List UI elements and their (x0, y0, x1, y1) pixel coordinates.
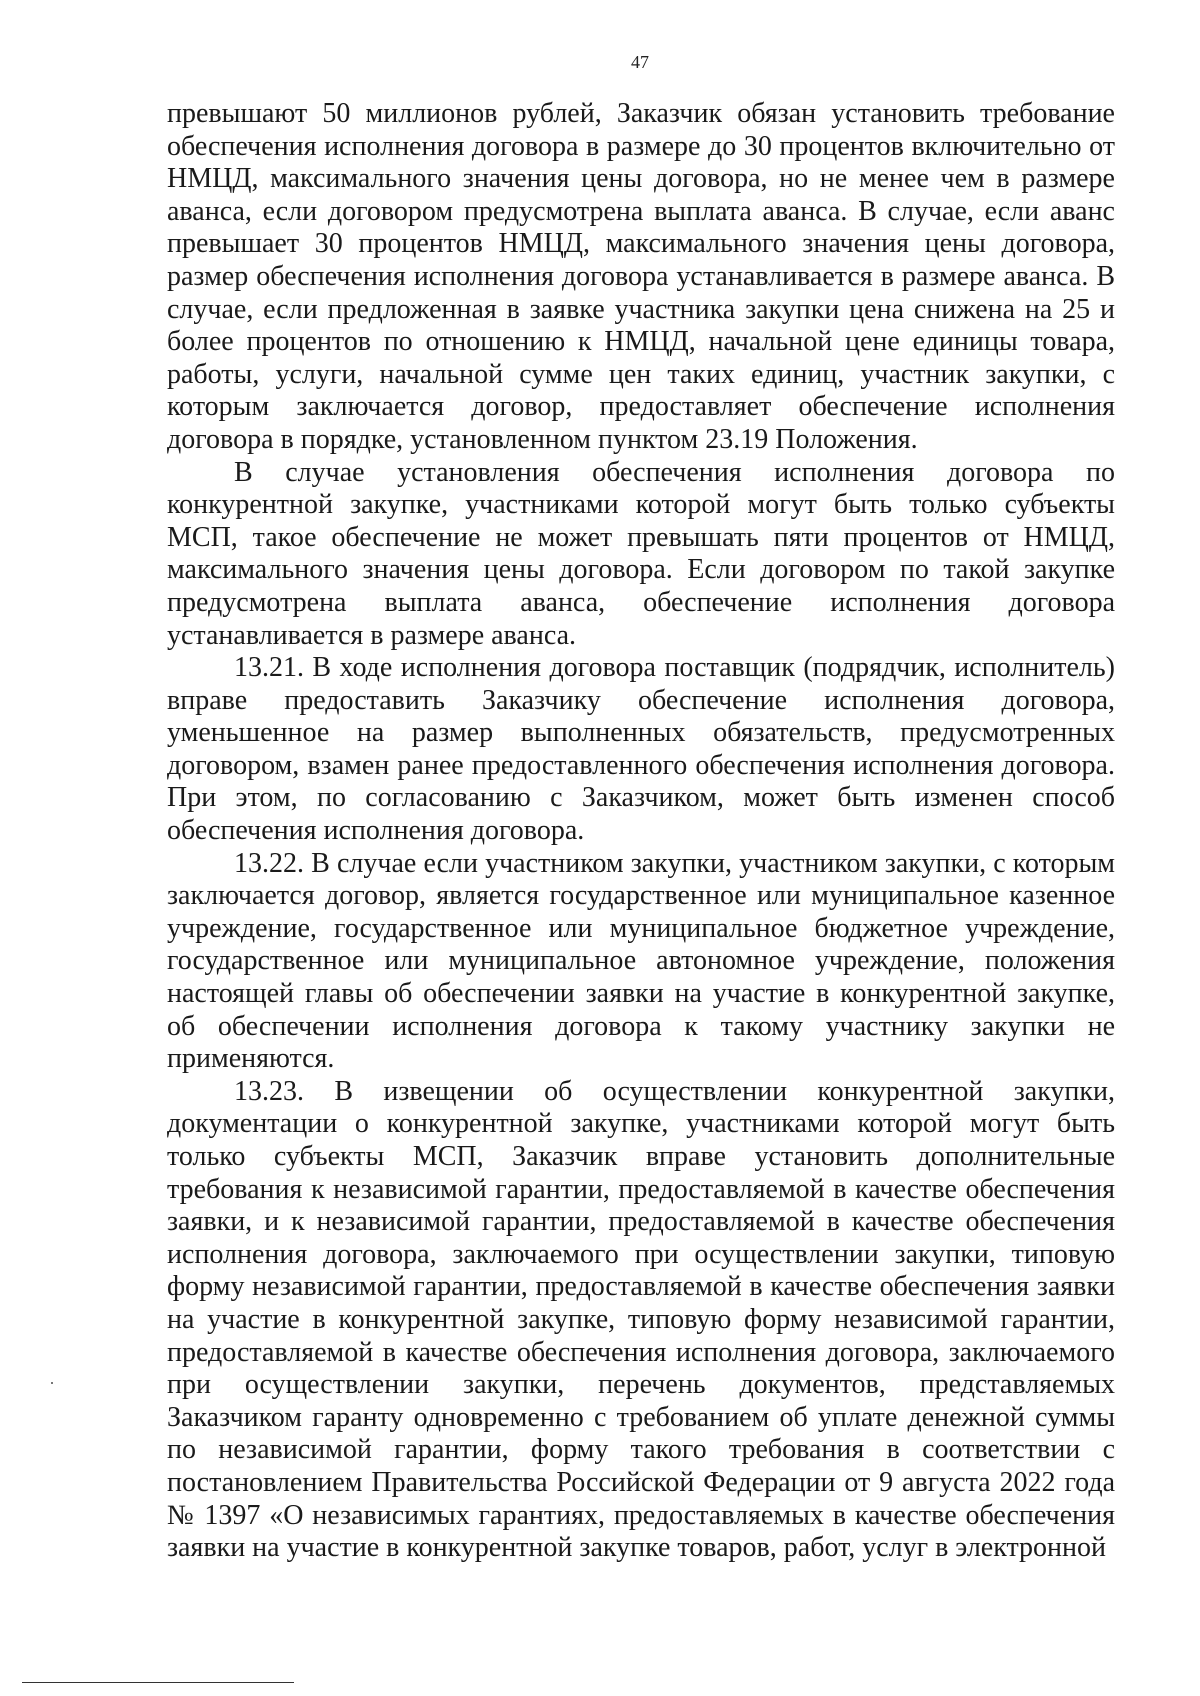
paragraph-13-23: 13.23. В извещении об осуществлении конкурентной закупки, документации о конкурентной закупке, участниками которой могут быть только субъекты МСП, Заказчик вправе установить дополнительные требования к независимой гарантии, предоставляемой в качестве обеспечения заявки, и к независимой гарантии, предоставляемой в качестве обеспечения исполнения договора, заключаемого при осуществлении закупки, типовую форму независимой гарантии, предоставляемой в качестве обеспечения заявки на участие в конкурентной закупке, типовую форму независимой гарантии, предоставляемой в качестве обеспечения исполнения договора, заключаемого при осуществлении закупки, перечень документов, представляемых Заказчиком гаранту одновременно с требованием об уплате денежной суммы по независимой гарантии, форму такого требования в соответствии с постановлением Правительства Российской Федерации от 9 августа 2022 года № 1397 «О независимых гарантиях, предоставляемых в качестве обеспечения заявки на участие в конкурентной закупке товаров, работ, услуг в электронной (167, 1075, 1115, 1564)
page-number: 47 (631, 52, 649, 72)
footnote-separator (22, 1682, 294, 1683)
paragraph-continuation: превышают 50 миллионов рублей, Заказчик обязан установить требование обеспечения исполнения договора в размере до 30 процентов включительно от НМЦД, максимального значения цены договора, но не менее чем в размере аванса, если договором предусмотрена выплата аванса. В случае, если аванс превышает 30 процентов НМЦД, максимального значения цены договора, размер обеспечения исполнения договора устанавливается в размере аванса. В случае, если предложенная в заявке участника закупки цена снижена на 25 и более процентов по отношению к НМЦД, начальной цене единицы товара, работы, услуги, начальной сумме цен таких единиц, участник закупки, с которым заключается договор, предоставляет обеспечение исполнения договора в порядке, установленном пунктом 23.19 Положения. (167, 98, 1115, 455)
paragraph-13-21: 13.21. В ходе исполнения договора поставщик (подрядчик, исполнитель) вправе предоставить Заказчику обеспечение исполнения договора, уменьшенное на размер выполненных обязательств, предусмотренных договором, взамен ранее предоставленного обеспечения исполнения договора. При этом, по согласованию с Заказчиком, может быть изменен способ обеспечения исполнения договора. (167, 652, 1115, 847)
paragraph-13-22: 13.22. В случае если участником закупки, участником закупки, с которым заключается договор, является государственное или муниципальное казенное учреждение, государственное или муниципальное бюджетное учреждение, государственное или муниципальное автономное учреждение, положения настоящей главы об обеспечении заявки на участие в конкурентной закупке, об обеспечении исполнения договора к такому участнику закупки не применяются. (167, 847, 1115, 1075)
document-body (167, 98, 1115, 1565)
scan-speck (51, 1382, 53, 1384)
paragraph-msp-security: В случае установления обеспечения исполнения договора по конкурентной закупке, участниками которой могут быть только субъекты МСП, такое обеспечение не может превышать пяти процентов от НМЦД, максимального значения цены договора. Если договором по такой закупке предусмотрена выплата аванса, обеспечение исполнения договора устанавливается в размере аванса. (167, 456, 1115, 651)
